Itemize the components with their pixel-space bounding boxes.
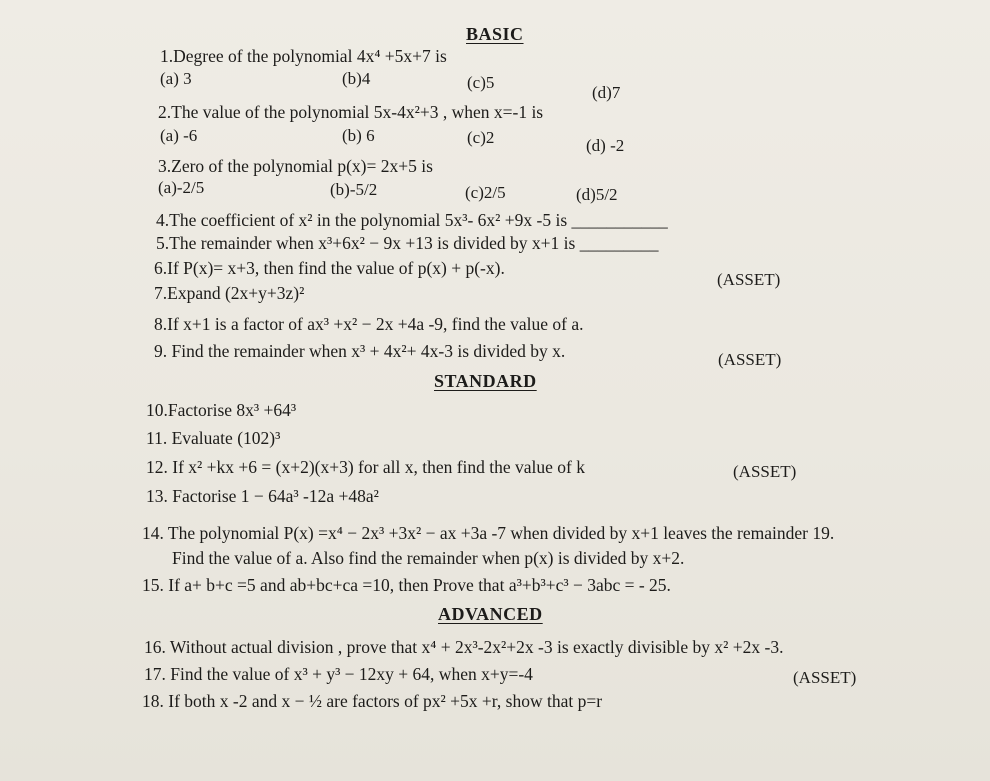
- q1-option-b: (b)4: [342, 69, 371, 88]
- q2-option-c: (c)2: [467, 128, 495, 147]
- q6-asset-tag: (ASSET): [717, 270, 781, 289]
- question-6: 6.If P(x)= x+3, then find the value of p(x) + p(-x).: [154, 258, 505, 278]
- question-18: 18. If both x -2 and x − ½ are factors of px² +5x +r, show that p=r: [142, 691, 603, 711]
- question-5: 5.The remainder when x³+6x² − 9x +13 is divided by x+1 is _________: [156, 233, 659, 253]
- q1-option-d: (d)7: [592, 83, 621, 102]
- q3-option-a: (a)-2/5: [158, 178, 205, 197]
- question-17: 17. Find the value of x³ + y³ − 12xy + 64, when x+y=-4: [144, 664, 533, 684]
- question-13: 13. Factorise 1 − 64a³ -12a +48a²: [146, 486, 379, 506]
- heading-advanced: ADVANCED: [438, 604, 543, 624]
- q3-option-c: (c)2/5: [465, 183, 506, 202]
- q2-option-d: (d) -2: [586, 136, 625, 155]
- q1-option-c: (c)5: [467, 73, 495, 92]
- question-4: 4.The coefficient of x² in the polynomial 5x³- 6x² +9x -5 is ___________: [156, 210, 668, 230]
- question-7: 7.Expand (2x+y+3z)²: [154, 283, 305, 303]
- heading-standard: STANDARD: [434, 371, 537, 391]
- question-9: 9. Find the remainder when x³ + 4x²+ 4x-3 is divided by x.: [154, 341, 566, 361]
- question-14-line-1: 14. The polynomial P(x) =x⁴ − 2x³ +3x² − ax +3a -7 when divided by x+1 leaves the remainder 19.: [142, 523, 835, 543]
- question-11: 11. Evaluate (102)³: [146, 428, 281, 448]
- question-1: 1.Degree of the polynomial 4x⁴ +5x+7 is: [160, 46, 447, 66]
- q3-option-b: (b)-5/2: [330, 180, 378, 199]
- q9-asset-tag: (ASSET): [718, 350, 782, 369]
- q12-asset-tag: (ASSET): [733, 462, 797, 481]
- q2-option-b: (b) 6: [342, 126, 375, 145]
- question-3: 3.Zero of the polynomial p(x)= 2x+5 is: [158, 156, 433, 176]
- q3-option-d: (d)5/2: [576, 185, 618, 204]
- question-8: 8.If x+1 is a factor of ax³ +x² − 2x +4a -9, find the value of a.: [154, 314, 584, 334]
- q2-option-a: (a) -6: [160, 126, 198, 145]
- question-10: 10.Factorise 8x³ +64³: [146, 400, 297, 420]
- question-16: 16. Without actual division , prove that x⁴ + 2x³-2x²+2x -3 is exactly divisible by x² +2x -3.: [144, 637, 784, 657]
- question-15: 15. If a+ b+c =5 and ab+bc+ca =10, then Prove that a³+b³+c³ − 3abc = - 25.: [142, 575, 671, 595]
- question-2: 2.The value of the polynomial 5x-4x²+3 , when x=-1 is: [158, 102, 544, 122]
- q17-asset-tag: (ASSET): [793, 668, 857, 687]
- q1-option-a: (a) 3: [160, 69, 192, 88]
- question-14-line-2: Find the value of a. Also find the remainder when p(x) is divided by x+2.: [172, 548, 685, 568]
- question-12: 12. If x² +kx +6 = (x+2)(x+3) for all x, then find the value of k: [146, 457, 586, 477]
- heading-basic: BASIC: [466, 24, 524, 44]
